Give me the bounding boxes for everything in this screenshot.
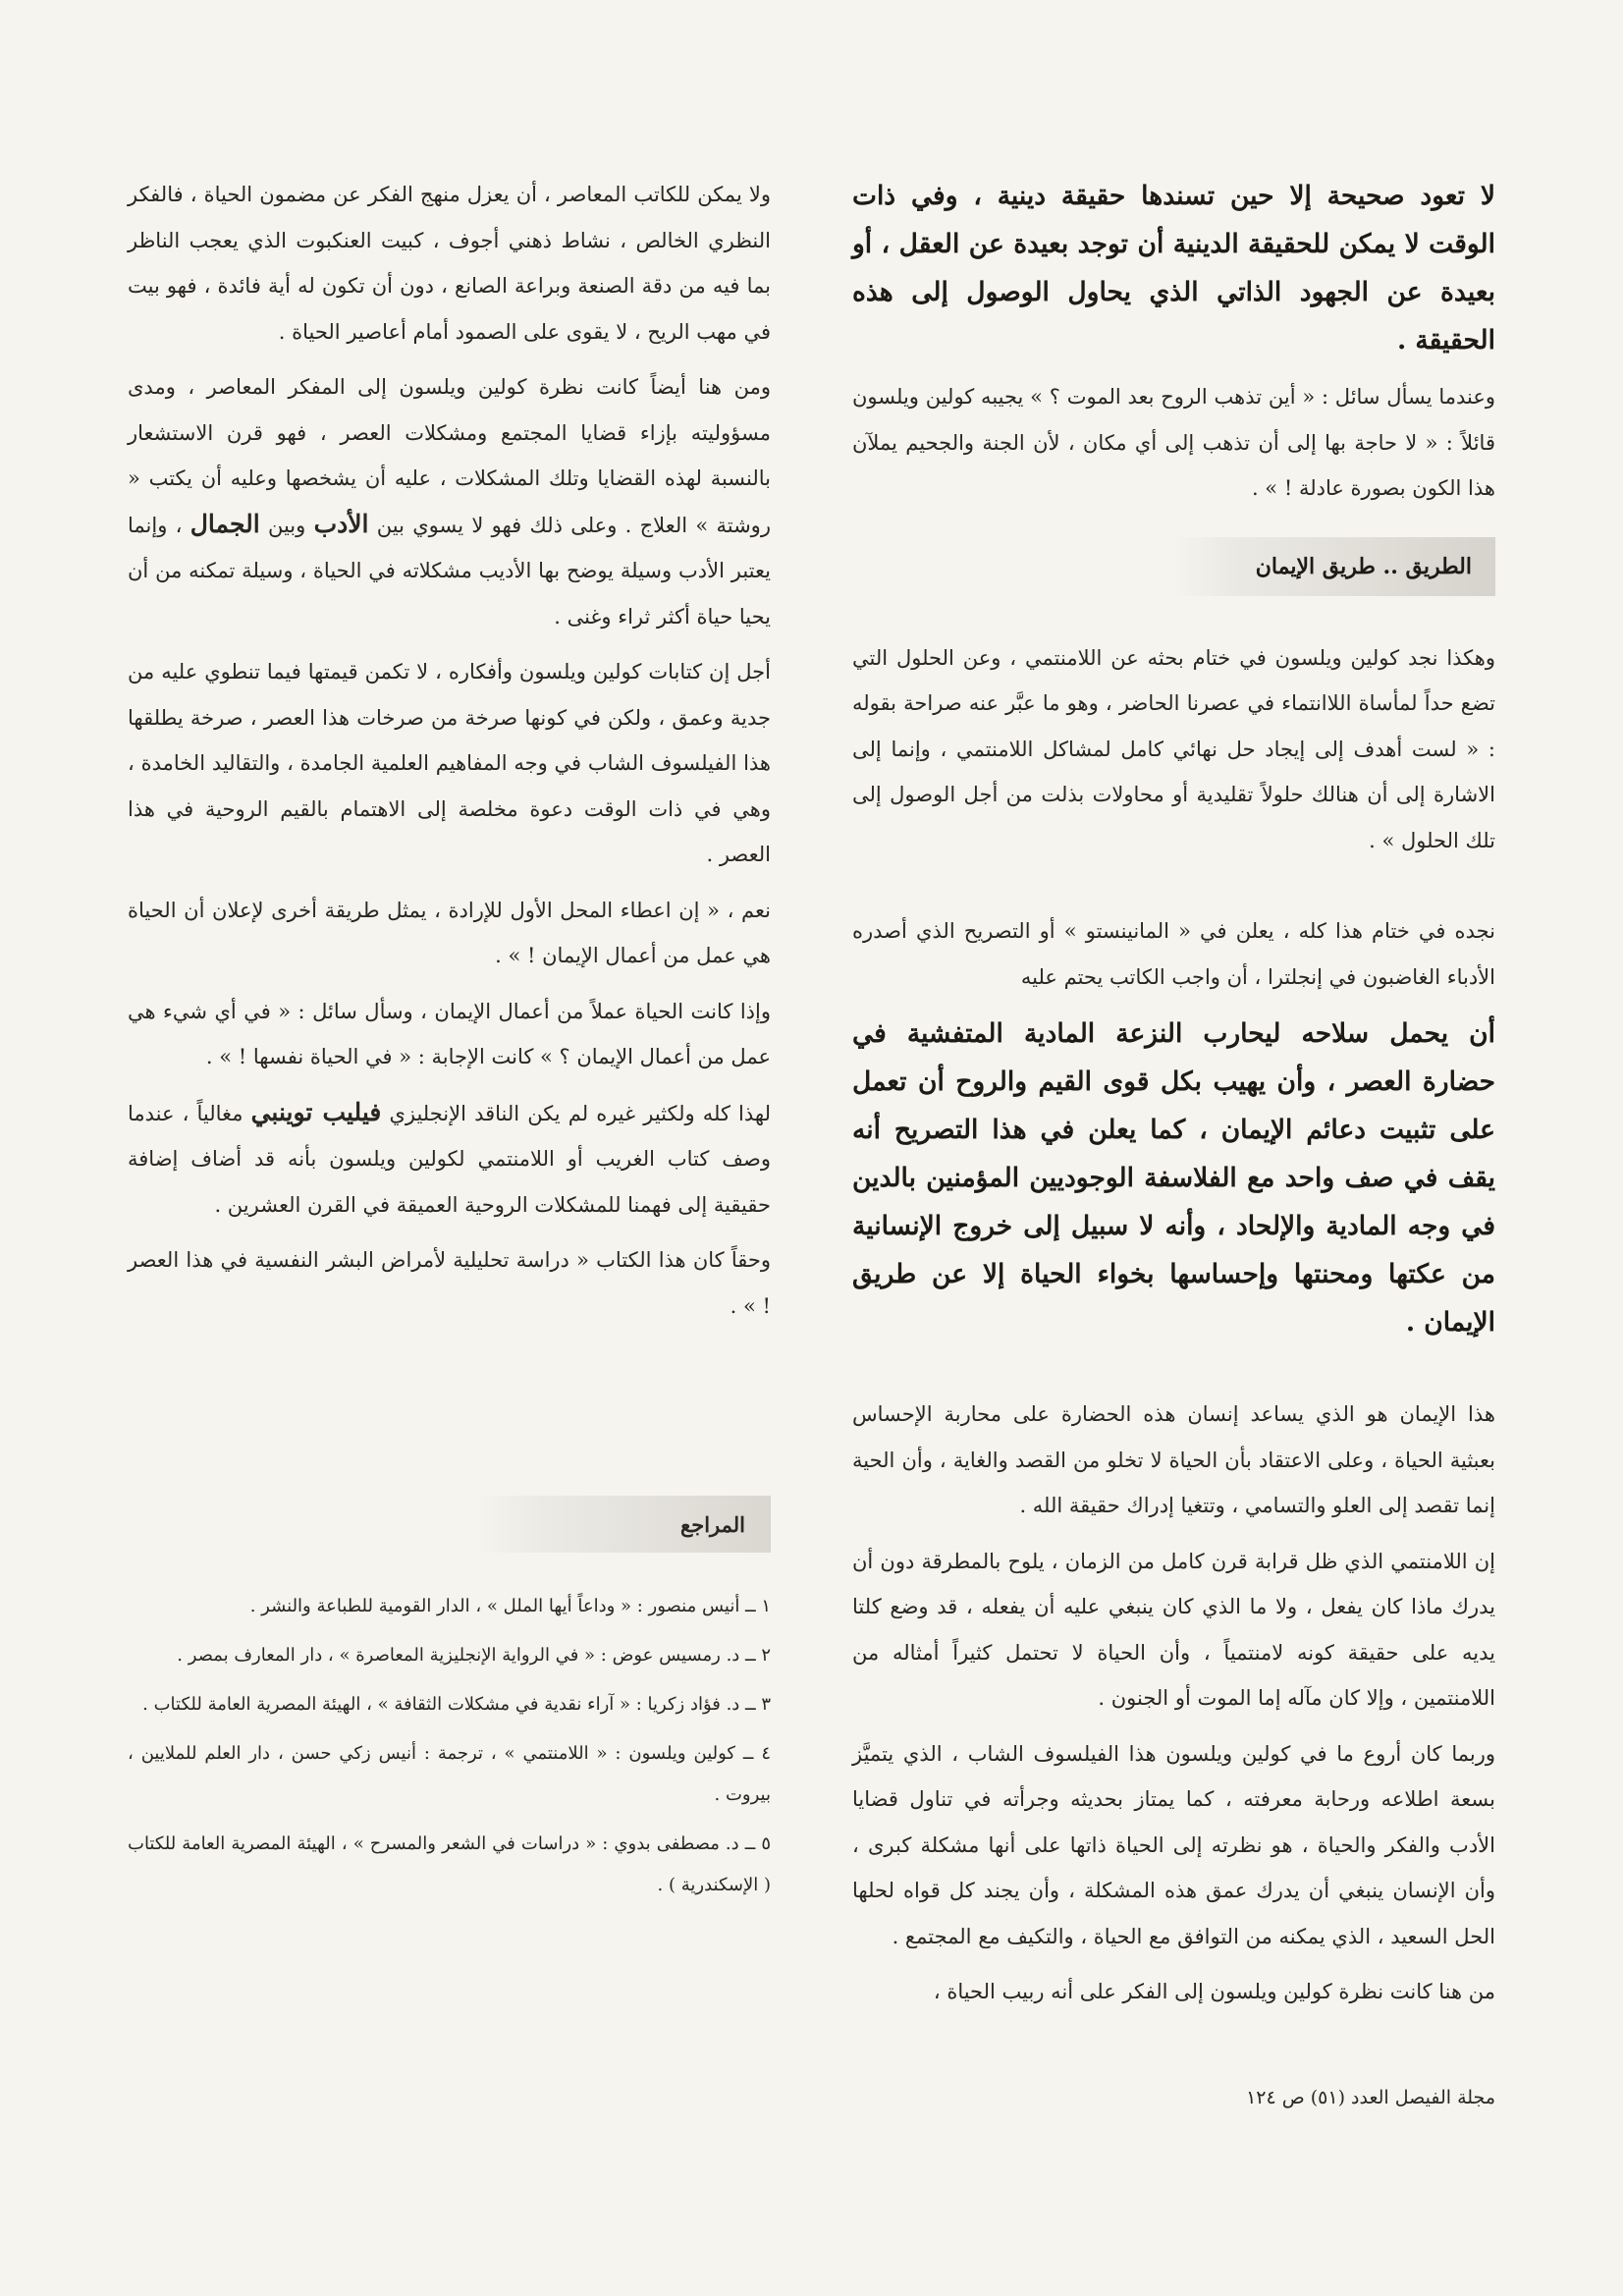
- reference-item: ٥ ــ د. مصطفى بدوي : « دراسات في الشعر والمسرح » ، الهيئة المصرية العامة للكتاب ( الإسكندرية ) .: [128, 1833, 771, 1895]
- paragraph-text: مغالياً ، عندما وصف كتاب الغريب أو اللامنتمي لكولين ويلسون بأنه قد أضاف إضافة حقيقية إلى فهمنا للمشكلات الروحية العميقة في القرن العشرين .: [128, 1101, 771, 1217]
- paragraph: [128, 1090, 771, 1229]
- paragraph: من هنا كانت نظرة كولين ويلسون إلى الفكر على أنه ربيب الحياة ،: [933, 1980, 1495, 2003]
- intro-bold-paragraph: لا تعود صحيحة إلا حين تسندها حقيقة دينية ، وفي ذات الوقت لا يمكن للحقيقة الدينية أن توجد بعيدة عن العقل ، أو بعيدة عن الجهود الذاتي الذي يحاول الوصول إلى هذه الحقيقة .: [852, 181, 1495, 355]
- bold-paragraph: أن يحمل سلاحه ليحارب النزعة المادية المتفشية في حضارة العصر ، وأن يهيب بكل قوى القيم والروح أن تعمل على تثبيت دعائم الإيمان ، كما يعلن في هذا التصريح أنه يقف في صف واحد مع الفلاسفة الوجوديين المؤمنين بالدين في وجه المادية والإلحاد ، وأنه لا سبيل إلى خروج الإنسانية من عكتها ومحنتها وإحساسها بخواء الحياة إلا عن طريق الإيمان .: [852, 1018, 1495, 1338]
- bold-term: الجمال: [189, 509, 260, 538]
- paragraph-text: لهذا كله ولكثير غيره لم يكن الناقد الإنجليزي: [389, 1101, 771, 1125]
- paragraph: نجده في ختام هذا كله ، يعلن في « المانينستو » أو التصريح الذي أصدره الأدباء الغاضبون في إنجلترا ، أن واجب الكاتب يحتم عليه: [852, 919, 1495, 989]
- reference-item: ٢ ــ د. رمسيس عوض : « في الرواية الإنجليزية المعاصرة » ، دار المعارف بمصر .: [177, 1645, 771, 1666]
- bold-name: فيليب توينبي: [250, 1097, 382, 1126]
- paragraph: نعم ، « إن اعطاء المحل الأول للإرادة ، يمثل طريقة أخرى لإعلان أن الحياة هي عمل من أعمال الإيمان ! » .: [128, 898, 771, 967]
- right-column: [852, 172, 1495, 2025]
- section-heading-box: [1171, 537, 1495, 596]
- paragraph: ولا يمكن للكاتب المعاصر ، أن يعزل منهج الفكر عن مضمون الحياة ، فالفكر النظري الخالص ، نشاط ذهني أجوف ، كبيت العنكبوت الذي يعجب الناظر بما فيه من دقة الصنعة وبراعة الصانع ، دون أن تكون له أية فائدة ، فهو بيت في مهب الريح ، لا يقوى على الصمود أمام أعاصير الحياة .: [128, 183, 771, 344]
- paragraph: وحقاً كان هذا الكتاب « دراسة تحليلية لأمراض البشر النفسية في هذا العصر ! » .: [128, 1248, 771, 1318]
- reference-item: ٣ ــ د. فؤاد زكريا : « آراء نقدية في مشكلات الثقافة » ، الهيئة المصرية العامة للكتاب .: [142, 1694, 771, 1715]
- bold-term: الأدب: [313, 509, 369, 538]
- reference-item: ١ ــ أنيس منصور : « وداعاً أيها الملل » ، الدار القومية للطباعة والنشر .: [249, 1596, 771, 1616]
- paragraph: وربما كان أروع ما في كولين ويلسون هذا الفيلسوف الشاب ، الذي يتميَّز بسعة اطلاعه ورحابة معرفته ، كما يمتاز بحديثه وجرأته في تناول قضايا الأدب والفكر والحياة ، هو نظرته إلى الحياة ذاتها على أنها مشكلة كبرى ، وأن الإنسان ينبغي أن يدرك عمق هذه المشكلة ، وأن يجند كل قواه لحلها الحل السعيد ، الذي يمكنه من التوافق مع الحياة ، والتكيف مع المجتمع .: [852, 1741, 1495, 1948]
- page-footer: مجلة الفيصل العدد (٥١) ص ١٢٤: [1246, 2087, 1495, 2108]
- paragraph: [128, 364, 771, 639]
- paragraph: وعندما يسأل سائل : « أين تذهب الروح بعد الموت ؟ » يجيبه كولين ويلسون قائلاً : « لا حاجة بها إلى أن تذهب إلى أي مكان ، لأن الجنة والجحيم يملآن هذا الكون بصورة عادلة ! » .: [852, 385, 1495, 500]
- section-heading: الطريق .. طريق الإيمان: [1255, 553, 1472, 579]
- reference-item: ٤ ــ كولين ويلسون : « اللامنتمي » ، ترجمة : أنيس زكي حسن ، دار العلم للملايين ، بيروت .: [128, 1743, 771, 1805]
- paragraph: هذا الإيمان هو الذي يساعد إنسان هذه الحضارة على محاربة الإحساس بعبثية الحياة ، وعلى الاعتقاد بأن الحياة لا تخلو من القصد والغاية ، وأن الحية إنما تقصد إلى العلو والتسامي ، وتتغيا إدراك حقيقة الله .: [852, 1402, 1495, 1517]
- references-heading-box: [476, 1496, 771, 1553]
- paragraph: وإذا كانت الحياة عملاً من أعمال الإيمان ، وسأل سائل : « في أي شيء هي عمل من أعمال الإيمان ؟ » كانت الإجابة : « في الحياة نفسها ! » .: [128, 999, 771, 1068]
- paragraph: إن اللامنتمي الذي ظل قرابة قرن كامل من الزمان ، يلوح بالمطرقة دون أن يدرك ماذا كان يفعل ، ولا ما الذي كان ينبغي عليه أن يفعله ، قد وضع كلتا يديه على حقيقة كونه لامنتمياً ، وأن الحياة لا تحتمل كثيراً أمثاله من اللامنتمين ، وإلا كان مآله إما الموت أو الجنون .: [852, 1549, 1495, 1710]
- paragraph: أجل إن كتابات كولين ويلسون وأفكاره ، لا تكمن قيمتها فيما تنطوي عليه من جدية وعمق ، ولكن في كونها صرخة من صرخات هذا العصر ، صرخة يطلقها هذا الفيلسوف الشاب في وجه المفاهيم العلمية الجامدة ، والتقاليد الخامدة ، وهي في ذات الوقت دعوة مخلصة إلى الاهتمام بالقيم الروحية في هذا العصر .: [128, 660, 771, 866]
- paragraph: وهكذا نجد كولين ويلسون في ختام بحثه عن اللامنتمي ، وعن الحلول التي تضع حداً لمأساة اللاانتماء في عصرنا الحاضر ، وهو ما عبَّر عنه صراحة بقوله : « لست أهدف إلى إيجاد حل نهائي كامل لمشاكل اللامنتمي ، وإنما إلى الاشارة إلى أن هنالك حلولاً تقليدية أو محاولات بذلت من أجل الوصول إلى تلك الحلول » .: [852, 645, 1495, 852]
- paragraph-text: ، وإنما يعتبر الأدب وسيلة يوضح بها الأديب مشكلاته في الحياة ، وسيلة تمكنه من أن يحيا حياة أكثر ثراء وغنى .: [128, 513, 771, 629]
- paragraph-text: وبين: [267, 513, 306, 537]
- paragraph-text: ومن هنا أيضاً كانت نظرة كولين ويلسون إلى المفكر المعاصر ، ومدى مسؤوليته بإزاء قضايا المجتمع ومشكلات العصر ، فهو قرن الاستشعار بالنسبة لهذه القضايا وتلك المشكلات ، عليه أن يشخصها وعليه أن يكتب « روشتة » العلاج . وعلى ذلك فهو لا يسوي بين: [128, 375, 771, 537]
- references-heading: المراجع: [680, 1511, 745, 1537]
- left-column: [128, 172, 771, 1914]
